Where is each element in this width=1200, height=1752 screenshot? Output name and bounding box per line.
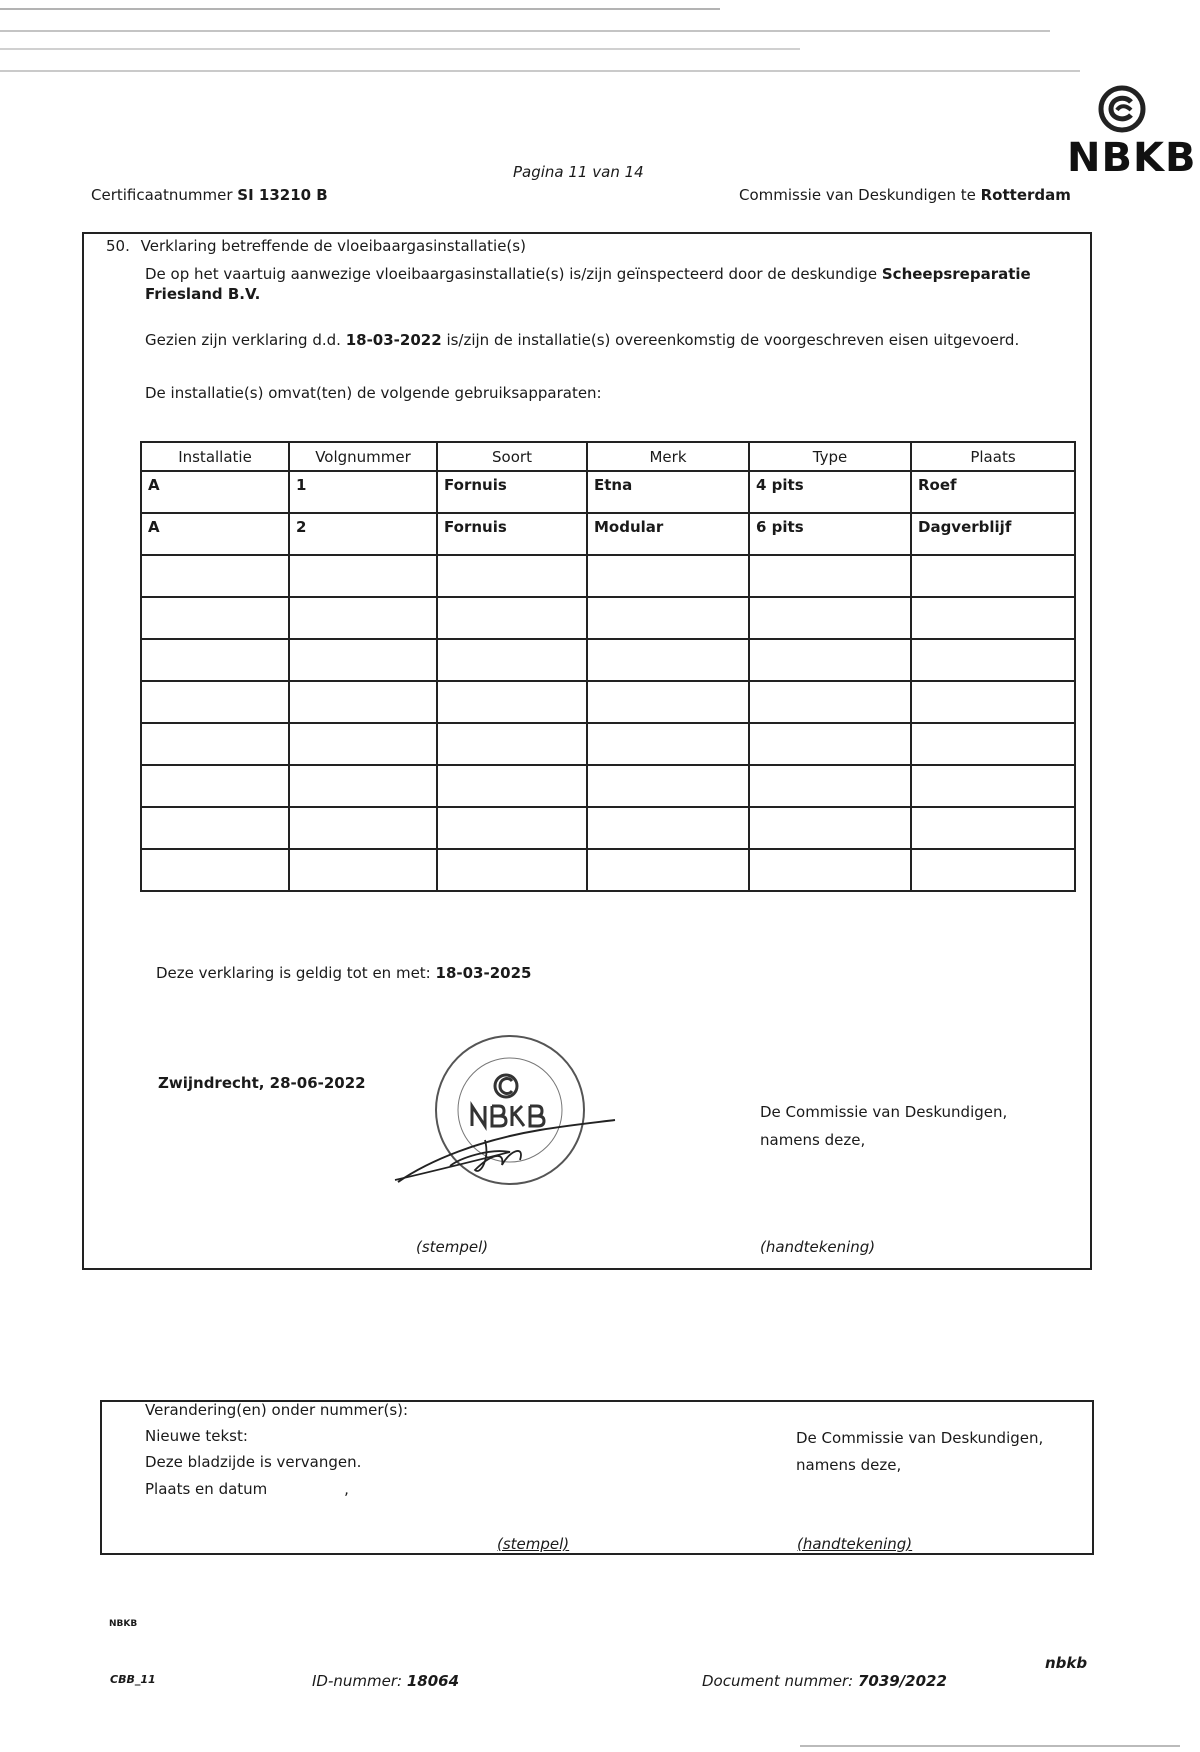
- table-cell: [587, 555, 749, 597]
- inspector-company-b: Friesland B.V.: [145, 285, 261, 303]
- table-cell: [437, 723, 587, 765]
- table-cell: 4 pits: [749, 471, 911, 513]
- column-header: Volgnummer: [289, 442, 437, 471]
- table-cell: [289, 765, 437, 807]
- table-cell: [749, 681, 911, 723]
- table-cell: [587, 807, 749, 849]
- section-number: 50.: [106, 237, 130, 255]
- footer-id: [312, 1672, 459, 1690]
- validity-label: Deze verklaring is geldig tot en met:: [156, 964, 431, 982]
- changes-frame: [100, 1400, 1094, 1555]
- table-row: [141, 597, 1075, 639]
- table-cell: [141, 555, 289, 597]
- column-header: Merk: [587, 442, 749, 471]
- table-cell: [749, 597, 911, 639]
- table-cell: [141, 681, 289, 723]
- table-cell: [289, 639, 437, 681]
- table-cell: Fornuis: [437, 513, 587, 555]
- changes-commission-line1: De Commissie van Deskundigen,: [796, 1429, 1044, 1447]
- footer-id-value: 18064: [406, 1672, 460, 1690]
- table-cell: [749, 849, 911, 891]
- table-cell: [749, 807, 911, 849]
- compliance-statement: [145, 331, 1019, 349]
- footer-small-label: NBKB: [109, 1619, 138, 1629]
- table-cell: A: [141, 513, 289, 555]
- table-cell: [587, 723, 749, 765]
- certificate-number: [91, 186, 328, 204]
- table-row: [141, 639, 1075, 681]
- table-row: [141, 513, 1075, 555]
- footer-document-number: [702, 1672, 947, 1690]
- table-cell: [437, 765, 587, 807]
- signoff-commission-line2: namens deze,: [760, 1131, 866, 1149]
- changes-line-place-date: [145, 1480, 349, 1498]
- table-cell: [289, 807, 437, 849]
- table-row: [141, 681, 1075, 723]
- table-cell: [289, 597, 437, 639]
- column-header: Installatie: [141, 442, 289, 471]
- table-cell: Etna: [587, 471, 749, 513]
- table-row: [141, 849, 1075, 891]
- certificate-value: SI 13210 B: [237, 186, 328, 204]
- footer-form-code: CBB_11: [110, 1673, 156, 1686]
- table-cell: [749, 723, 911, 765]
- inspection-text: De op het vaartuig aanwezige vloeibaargasinstallatie(s) is/zijn geïnspecteerd door de deskundige: [145, 265, 878, 283]
- footer-id-label: ID-nummer:: [312, 1672, 403, 1690]
- validity-date: 18-03-2025: [435, 964, 532, 982]
- column-header: Type: [749, 442, 911, 471]
- table-cell: [289, 849, 437, 891]
- changes-line-replaced: Deze bladzijde is vervangen.: [145, 1453, 362, 1471]
- changes-line-new-text: Nieuwe tekst:: [145, 1427, 248, 1445]
- table-cell: 1: [289, 471, 437, 513]
- appliances-table: [140, 441, 1076, 892]
- compliance-pre: Gezien zijn verklaring d.d.: [145, 331, 341, 349]
- table-cell: [587, 639, 749, 681]
- table-cell: [587, 765, 749, 807]
- column-header: Soort: [437, 442, 587, 471]
- table-cell: [911, 807, 1075, 849]
- column-header: Plaats: [911, 442, 1075, 471]
- place-and-date: Zwijndrecht, 28-06-2022: [158, 1074, 366, 1092]
- nbkb-logo-icon: [1097, 84, 1147, 134]
- table-cell: [437, 849, 587, 891]
- certificate-label: Certificaatnummer: [91, 186, 233, 204]
- table-cell: [587, 681, 749, 723]
- commission-city: Rotterdam: [980, 186, 1071, 204]
- validity-statement: [156, 964, 531, 982]
- table-cell: [437, 681, 587, 723]
- changes-comma: ,: [344, 1480, 349, 1498]
- table-cell: [437, 807, 587, 849]
- table-cell: [141, 849, 289, 891]
- table-cell: Roef: [911, 471, 1075, 513]
- footer-brand: nbkb: [1045, 1654, 1088, 1672]
- table-cell: [749, 555, 911, 597]
- changes-commission-line2: namens deze,: [796, 1456, 902, 1474]
- table-cell: 6 pits: [749, 513, 911, 555]
- table-cell: Fornuis: [437, 471, 587, 513]
- scan-artifact-line: [800, 1745, 1180, 1747]
- scan-artifact-line: [0, 48, 800, 50]
- changes-place-date-label: Plaats en datum: [145, 1480, 268, 1498]
- changes-line-numbers: Verandering(en) onder nummer(s):: [145, 1401, 409, 1419]
- table-row: [141, 723, 1075, 765]
- table-cell: [911, 639, 1075, 681]
- footer-doc-value: 7039/2022: [857, 1672, 947, 1690]
- scan-artifact-line: [0, 8, 720, 10]
- changes-signature-caption: (handtekening): [797, 1535, 913, 1553]
- inspector-company-a: Scheepsreparatie: [881, 265, 1031, 283]
- table-cell: [587, 597, 749, 639]
- inspection-statement: [145, 265, 1031, 283]
- table-cell: [141, 765, 289, 807]
- commission-label: Commissie van Deskundigen te: [739, 186, 976, 204]
- table-cell: [911, 681, 1075, 723]
- table-cell: [437, 597, 587, 639]
- commission-header: [739, 186, 1071, 204]
- table-cell: [749, 765, 911, 807]
- table-row: [141, 807, 1075, 849]
- table-cell: 2: [289, 513, 437, 555]
- table-cell: [911, 597, 1075, 639]
- table-cell: [911, 723, 1075, 765]
- table-cell: [911, 555, 1075, 597]
- signoff-commission-line1: De Commissie van Deskundigen,: [760, 1103, 1008, 1121]
- table-cell: [141, 723, 289, 765]
- page-number: Pagina 11 van 14: [513, 163, 644, 181]
- table-cell: A: [141, 471, 289, 513]
- table-cell: [141, 639, 289, 681]
- table-cell: [437, 639, 587, 681]
- table-cell: Modular: [587, 513, 749, 555]
- scan-artifact-line: [0, 70, 1080, 72]
- table-row: [141, 765, 1075, 807]
- table-row: [141, 555, 1075, 597]
- table-cell: [749, 639, 911, 681]
- handwritten-signature: [390, 1100, 620, 1190]
- table-cell: Dagverblijf: [911, 513, 1075, 555]
- table-cell: [289, 681, 437, 723]
- table-cell: [911, 765, 1075, 807]
- table-cell: [437, 555, 587, 597]
- compliance-date: 18-03-2022: [345, 331, 442, 349]
- table-cell: [587, 849, 749, 891]
- signature-caption: (handtekening): [760, 1238, 876, 1256]
- appliances-intro: De installatie(s) omvat(ten) de volgende gebruiksapparaten:: [145, 384, 602, 402]
- scan-artifact-line: [0, 30, 1050, 32]
- table-cell: [141, 597, 289, 639]
- table-cell: [911, 849, 1075, 891]
- stamp-caption: (stempel): [416, 1238, 489, 1256]
- table-cell: [141, 807, 289, 849]
- changes-stamp-caption: (stempel): [497, 1535, 570, 1553]
- footer-doc-label: Document nummer:: [702, 1672, 854, 1690]
- table-cell: [289, 555, 437, 597]
- nbkb-logo-text: NBKB: [1067, 135, 1197, 181]
- section-heading: [106, 237, 526, 255]
- table-header-row: [141, 442, 1075, 471]
- table-cell: [289, 723, 437, 765]
- compliance-post: is/zijn de installatie(s) overeenkomstig de voorgeschreven eisen uitgevoerd.: [446, 331, 1020, 349]
- section-title: Verklaring betreffende de vloeibaargasinstallatie(s): [140, 237, 526, 255]
- table-row: [141, 471, 1075, 513]
